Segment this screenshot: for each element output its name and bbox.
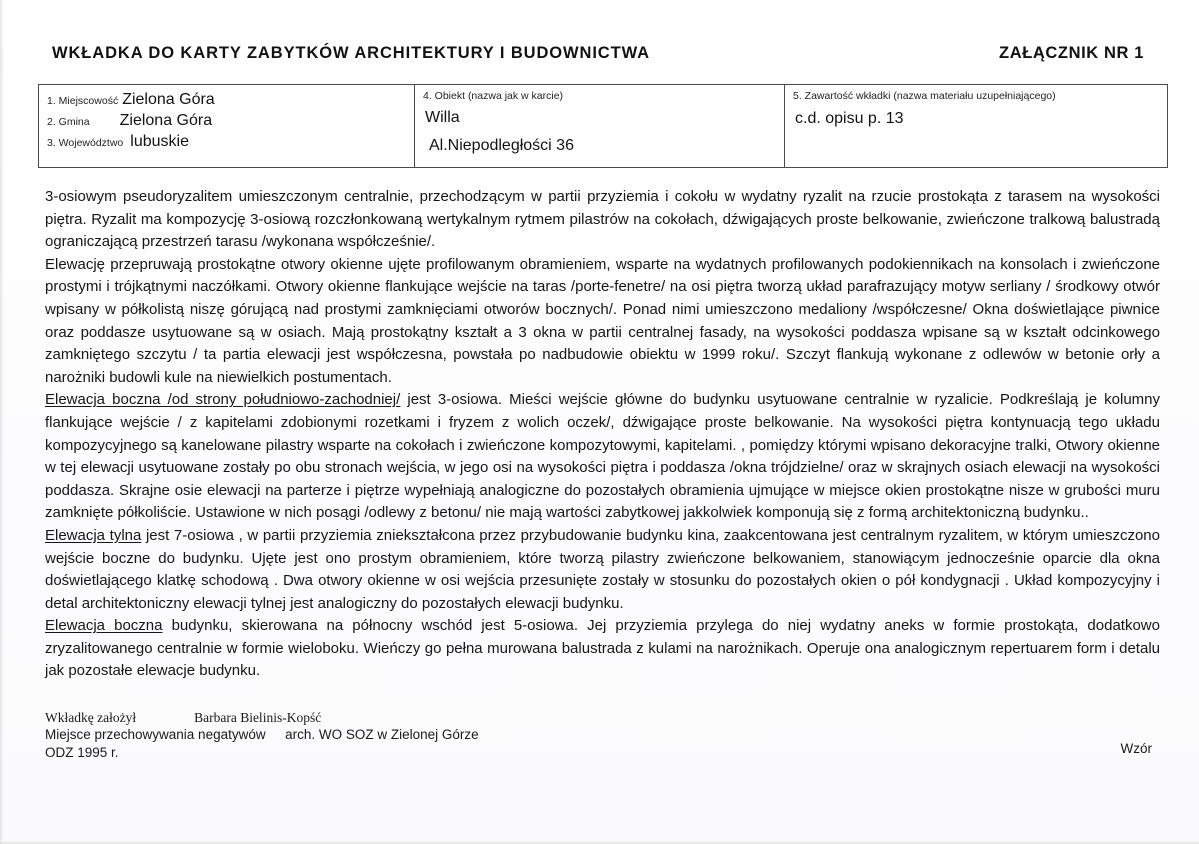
table-cell-object (415, 85, 785, 167)
footer-form-code: ODZ 1995 r. (45, 744, 119, 760)
identification-table (38, 84, 1168, 168)
table-cell-location (39, 85, 415, 167)
paragraph-3 (45, 389, 1160, 525)
footer-created-by (45, 709, 1160, 726)
footer-created-by-name: Barbara Bielinis-Kopść (194, 710, 322, 725)
field-wojewodztwo-label: 3. Województwo (47, 137, 124, 149)
field-obiekt-value: Willa (425, 109, 460, 126)
field-gmina-value: Zielona Góra (119, 112, 213, 129)
footer-pattern-label: Wzór (1120, 741, 1152, 756)
footer-spacer (136, 709, 194, 726)
document-body (45, 186, 1160, 683)
paragraph-3-heading: Elewacja boczna /od strony południowo-zachodniej/ (45, 391, 401, 409)
footer-created-by-label: Wkładkę założył (45, 710, 137, 725)
paragraph-3-text: jest 3-osiowa. Mieści wejście główne do budynku usytuowane centralnie w ryzalicie. Podkreślają je kolumny flankujące wejście / z kapitelami zdobionymi rozetkami i fryzem z wolich oczek/, dźwigające proste belkowanie. Na wysokości piętra kontynuacją tego układu kompozycyjnego są kanelowane pilastry wsparte na cokołach i zwieńczone kompozytowymi, kapitelami. , pomiędzy którymi wpisano dekoracyjne tralki, Otwory okienne w tej elewacji usytuowane zostały po obu stronach wejścia, w jego osi na wysokości piętra i poddasza /okna trójdzielne/ oraz w skrajnych osiach elewacji na wysokości poddasza. Skrajne osie elewacji na parterze i piętrze wypełniają analogiczne do pozostałych obramienia ujmujące w miejsce okien prostokątne nisze w grubości muru zamknięte półkoliście. Ustawione w nich posągi /odlewy z betonu/ nie mają wartości zabytkowej jakkolwiek komponują się z formą architektoniczną budynku.. (45, 391, 1160, 522)
scan-edge-left (0, 0, 4, 844)
field-obiekt-address: Al.Niepodległości 36 (429, 137, 574, 154)
paragraph-5-heading: Elewacja boczna (45, 617, 163, 635)
table-cell-content (785, 85, 1167, 167)
document-header (52, 40, 1152, 66)
paragraph-2: Elewację przepruwają prostokątne otwory okienne ujęte profilowanym obramieniem, wsparte na wydatnych profilowanych podokiennikach na konsolach i zwieńczone prostymi i trójkątnymi naczółkami. Otwory okienne flankujące wejście na taras /porte-fenetre/ na osi piętra tworzą układ parafrazujący motyw serliany / środkowy otwór wpisany w półkolistą niszę górującą nad prostymi zamknięciami otworów bocznych/. Ponad nimi umieszczono medaliony /współczesne/ Okna doświetlające piwnice oraz poddasze usytuowane są w osiach. Mają prostokątny kształt a 3 okna w partii centralnej fasady, na wysokości poddasza wpisane są w kształt odcinkowego zamkniętego szczytu / ta partia elewacji jest współczesna, powstała po nadbudowie obiektu w 1999 roku/. Szczyt flankują wykonane z odlewów w betonie orły a narożniki budowli kule na niewielkich postumentach. (45, 255, 1160, 386)
paragraph-5-text: budynku, skierowana na północny wschód jest 5-osiowa. Jej przyziemia przylega do niej wydatny aneks w formie prostokąta, dodatkowo zryzalitowanego centralnie w formie wieloboku. Wieńczy go pełna murowana balustrada z kulami na narożnikach. Operuje ona analogicznym repertuarem form i detalu jak pozostałe elewacje budynku. (45, 617, 1160, 680)
field-wojewodztwo (39, 132, 414, 153)
paragraph-1: 3-osiowym pseudoryzalitem umieszczonym centralnie, przechodzącym w partii przyziemia i cokołu w wydatny ryzalit na rzucie prostokąta z tarasem na wysokości piętra. Ryzalit ma kompozycję 3-osiową rozczłonkowaną wertykalnym rytmem pilastrów na cokołach, dźwigających proste belkowanie, zwieńczone tralkową balustradą ograniczającą przestrzeń tarasu /wykonana współcześnie/. (45, 188, 1160, 251)
paragraph-4 (45, 525, 1160, 615)
scan-edge-bottom (0, 840, 1199, 844)
paragraph-5 (45, 615, 1160, 683)
page-title: WKŁADKA DO KARTY ZABYTKÓW ARCHITEKTURY I BUDOWNICTWA (52, 43, 650, 62)
footer-negatives-label: Miejsce przechowywania negatywów (45, 727, 266, 742)
field-gmina (39, 111, 414, 132)
field-gmina-label: 2. Gmina (47, 116, 90, 128)
field-zawartosc-caption: 5. Zawartość wkładki (nazwa materiału uzupełniającego) (793, 90, 1056, 102)
field-obiekt-caption: 4. Obiekt (nazwa jak w karcie) (423, 90, 564, 102)
document-footer (45, 709, 1160, 769)
paragraph-4-heading: Elewacja tylna (45, 526, 142, 544)
footer-negatives-value: arch. WO SOZ w Zielonej Górze (285, 727, 479, 742)
field-miejscowosc (39, 90, 414, 111)
field-wojewodztwo-value: lubuskie (130, 133, 189, 150)
field-miejscowosc-label: 1. Miejscowość (47, 95, 119, 107)
footer-negatives (45, 726, 1160, 744)
paragraph-4-text: jest 7-osiowa , w partii przyziemia zniekształcona przez przybudowanie budynku kina, zaakcentowana jest centralnym ryzalitem, w którym umieszczono wejście boczne do budynku. Ujęte jest ono prostym obramieniem, które tworzą pilastry zwieńczone belkowaniem, stanowiącym jednocześnie oparcie dla okna doświetlającego klatkę schodową . Dwa otwory okienne w osi wejścia przesunięte zostały w stosunku do pozostałych okien o pół kondygnacji . Układ kompozycyjny i detal architektoniczny elewacji tylnej jest analogiczny do pozostałych elewacji budynku. (45, 526, 1160, 612)
annex-number: ZAŁĄCZNIK NR 1 (999, 43, 1144, 62)
field-miejscowosc-value: Zielona Góra (122, 91, 215, 108)
field-zawartosc-value: c.d. opisu p. 13 (795, 110, 904, 127)
